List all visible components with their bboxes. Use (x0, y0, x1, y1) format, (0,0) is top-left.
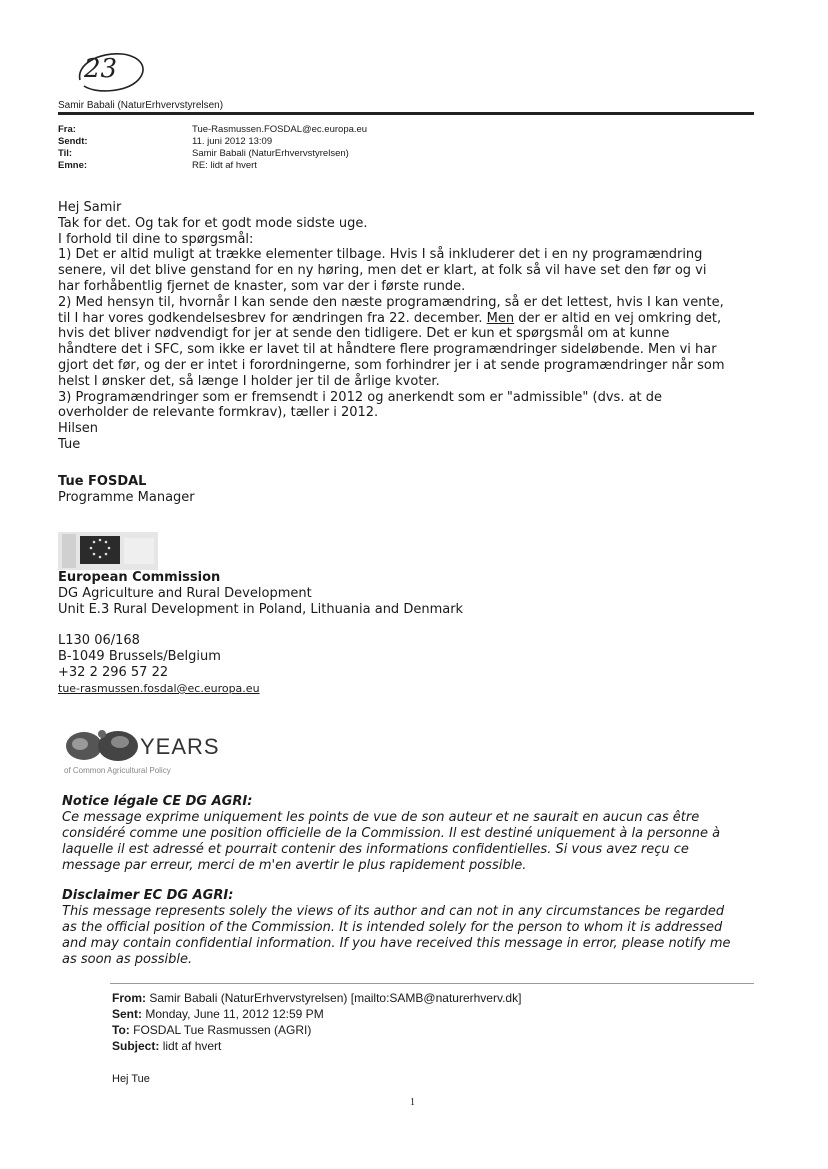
notice-en-heading: Disclaimer EC DG AGRI: (62, 888, 234, 903)
body-text-segment: til I har vores godkendelsesbrev for ændringen fra 22. december. (58, 310, 487, 326)
header-row-to (58, 148, 367, 160)
body-line: helst I ønsker det, så længe I holder jer til de årlige kvoter. (58, 373, 440, 389)
fwd-to-row (112, 1022, 521, 1038)
logo-years-text: YEARS (140, 734, 220, 759)
email-body (58, 200, 758, 453)
fwd-from-row (112, 990, 521, 1006)
ec-logo (58, 532, 158, 570)
city: B-1049 Brussels/Belgium (58, 649, 221, 664)
notice-fr-heading: Notice légale CE DG AGRI: (62, 794, 253, 809)
body-closing: Hilsen (58, 421, 99, 437)
header-divider (58, 112, 754, 115)
forwarded-greeting: Hej Tue (112, 1073, 150, 1085)
signature-address (58, 633, 260, 697)
ec-logo-graphic (58, 532, 158, 570)
notice-line: as the official position of the Commission. It is intended solely for the person to whom it is addressed (62, 920, 723, 935)
fwd-label: From: (112, 991, 146, 1005)
body-line: håndtere det i SFC, som ikke er lavet til at håndtere flere programændringer sideløbende. Men vi har (58, 342, 717, 358)
fwd-value: Samir Babali (NaturErhvervstyrelsen) [mailto:SAMB@naturerhverv.dk] (149, 991, 522, 1005)
body-closing-name: Tue (58, 436, 81, 452)
fwd-value: Monday, June 11, 2012 12:59 PM (145, 1007, 324, 1021)
header-label: Emne: (58, 160, 88, 171)
fwd-label: Subject: (112, 1039, 160, 1053)
header-label: Sendt: (58, 136, 88, 147)
underlined-word: Men (486, 310, 515, 326)
page-number: 1 (410, 1097, 415, 1108)
email-link[interactable]: tue-rasmussen.fosdal@ec.europa.eu (58, 682, 260, 695)
body-line: overholder de relevante formkrav), tæller i 2012. (58, 405, 379, 421)
notice-line: This message represents solely the views of its author and can not in any circumstances be regarded (62, 904, 725, 919)
body-text-segment: der er altid en vej omkring det, (514, 310, 722, 326)
handwritten-page-stamp (70, 50, 148, 94)
header-label: Fra: (58, 124, 76, 135)
forwarded-divider (110, 983, 754, 984)
notice-line: as soon as possible. (62, 952, 193, 967)
forwarded-header (112, 990, 521, 1054)
header-value: RE: lidt af hvert (192, 160, 257, 171)
body-line: hvis det bliver nødvendigt for jer at sende den tidligere. Det er kun et spørgsmål om at kunne (58, 326, 670, 342)
body-line: gjort det før, og der er intet i forordningerne, som forhindrer jer i at sende programændringer når som (58, 357, 725, 373)
phone: +32 2 296 57 22 (58, 665, 169, 680)
office-number: L130 06/168 (58, 633, 140, 648)
fwd-value: lidt af hvert (162, 1039, 222, 1053)
logo-subtitle: of Common Agricultural Policy (64, 766, 171, 775)
fwd-subject-row (112, 1038, 521, 1054)
header-value: Tue-Rasmussen.FOSDAL@ec.europa.eu (192, 124, 368, 135)
body-line: 2) Med hensyn til, hvornår I kan sende den næste programændring, så er det lettest, hvis I kan vente, (58, 294, 724, 310)
sender-name: Samir Babali (NaturErhvervstyrelsen) (58, 100, 224, 111)
signature-organisation (58, 570, 463, 618)
org-name: European Commission (58, 570, 221, 585)
notice-spacer (62, 874, 782, 888)
header-row-sent (58, 136, 367, 148)
org-dept: DG Agriculture and Rural Development (58, 586, 312, 601)
signature-title: Programme Manager (58, 490, 195, 505)
body-line (58, 311, 758, 327)
legal-notices (62, 794, 782, 968)
signature-name: Tue FOSDAL (58, 474, 147, 489)
body-line: 1) Det er altid muligt at trække elementer tilbage. Hvis I så inkluderer det i en ny programændring (58, 247, 703, 263)
header-value: Samir Babali (NaturErhvervstyrelsen) (192, 148, 349, 159)
stamp-number: 23 (84, 54, 118, 84)
fwd-label: Sent: (112, 1007, 142, 1021)
body-line: har forhåbentlig fjernet de knaster, som var der i første runde. (58, 278, 466, 294)
header-row-from (58, 124, 367, 136)
body-greeting: Hej Samir (58, 200, 122, 215)
notice-line: and may contain confidential information. If you have received this message in error, please notify me (62, 936, 731, 951)
fwd-label: To: (112, 1023, 130, 1037)
cap-logo-graphic (62, 726, 142, 766)
email-header (58, 124, 367, 172)
body-line: senere, vil det blive genstand for en ny høring, men det er klart, at folk så vil have set den før og vi (58, 263, 707, 279)
cap-50-years-logo (62, 726, 222, 780)
org-unit: Unit E.3 Rural Development in Poland, Lithuania and Denmark (58, 602, 464, 617)
fwd-sent-row (112, 1006, 521, 1022)
header-value: 11. juni 2012 13:09 (192, 136, 273, 147)
body-line: I forhold til dine to spørgsmål: (58, 231, 254, 247)
notice-line: Ce message exprime uniquement les points de vue de son auteur et ne saurait en aucun cas être (62, 810, 700, 825)
notice-line: considéré comme une position officielle de la Commission. Il est destiné uniquement à la personne à (62, 826, 721, 841)
fwd-value: FOSDAL Tue Rasmussen (AGRI) (133, 1023, 312, 1037)
notice-line: message par erreur, merci de m'en avertir le plus rapidement possible. (62, 858, 527, 873)
header-label: Til: (58, 148, 73, 159)
body-line: 3) Programændringer som er fremsendt i 2012 og anerkendt som er "admissible" (dvs. at de (58, 389, 663, 405)
header-row-subject (58, 160, 367, 172)
body-line: Tak for det. Og tak for et godt mode sidste uge. (58, 215, 368, 231)
notice-line: laquelle il est adressé et pourrait contenir des informations confidentielles. Si vous avez reçu ce (62, 842, 689, 857)
